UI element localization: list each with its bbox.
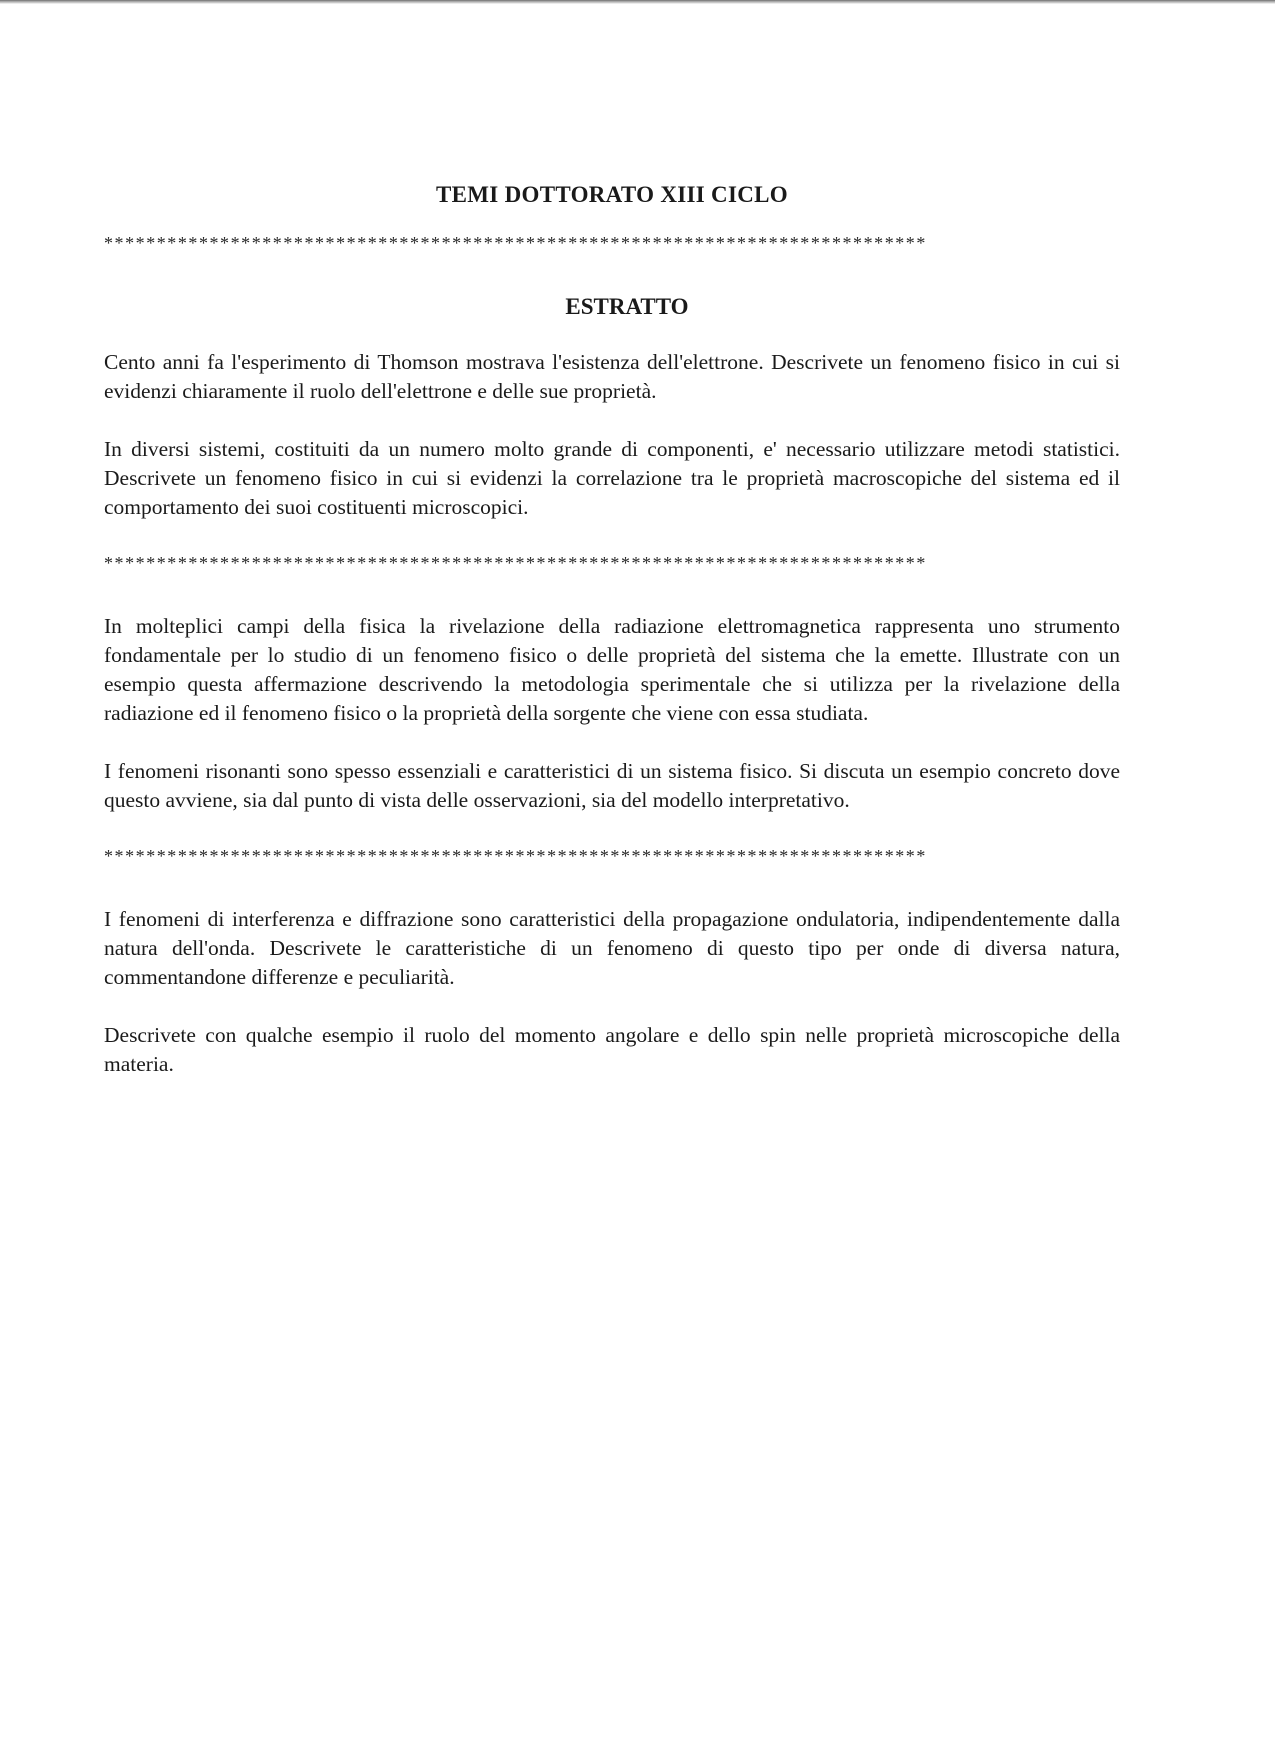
paragraph-em-radiation: In molteplici campi della fisica la rivelazione della radiazione elettromagnetica rappresenta uno strumento fondamentale per lo studio di un fenomeno fisico o delle proprietà del sistema che la emette. Illustrate con un esempio questa affermazione descrivendo la metodologia sperimentale che si utilizza per la rivelazione della radiazione ed il fenomeno fisico o la proprietà della sorgente che viene con essa studiata. — [104, 614, 1120, 725]
asterisk-separator: ****************************************************************************** — [104, 233, 927, 253]
asterisk-separator: ****************************************************************************** — [104, 846, 927, 866]
paragraph-resonance: I fenomeni risonanti sono spesso essenziali e caratteristici di un sistema fisico. Si discuta un esempio concreto dove questo avviene, sia dal punto di vista delle osservazioni, sia del modello interpretativo. — [104, 759, 1120, 812]
asterisk-separator: ****************************************************************************** — [104, 553, 927, 573]
document-title: TEMI DOTTORATO XIII CICLO — [436, 182, 788, 207]
section-title: ESTRATTO — [565, 294, 689, 319]
scan-edge — [0, 0, 1275, 4]
paragraph-thomson-electron: Cento anni fa l'esperimento di Thomson mostrava l'esistenza dell'elettrone. Descrivete un fenomeno fisico in cui si evidenzi chiaramente il ruolo dell'elettrone e delle sue proprietà. — [104, 350, 1120, 403]
document-page — [104, 150, 1120, 1079]
paragraph-angular-momentum-spin: Descrivete con qualche esempio il ruolo del momento angolare e dello spin nelle proprietà microscopiche della materia. — [104, 1023, 1120, 1076]
paragraph-statistical-methods: In diversi sistemi, costituiti da un numero molto grande di componenti, e' necessario utilizzare metodi statistici. Descrivete un fenomeno fisico in cui si evidenzi la correlazione tra le proprietà macroscopiche del sistema ed il comportamento dei suoi costituenti microscopici. — [104, 437, 1120, 519]
paragraph-interference-diffraction: I fenomeni di interferenza e diffrazione sono caratteristici della propagazione ondulatoria, indipendentemente dalla natura dell'onda. Descrivete le caratteristiche di un fenomeno di questo tipo per onde di diversa natura, commentandone differenze e peculiarità. — [104, 907, 1120, 989]
